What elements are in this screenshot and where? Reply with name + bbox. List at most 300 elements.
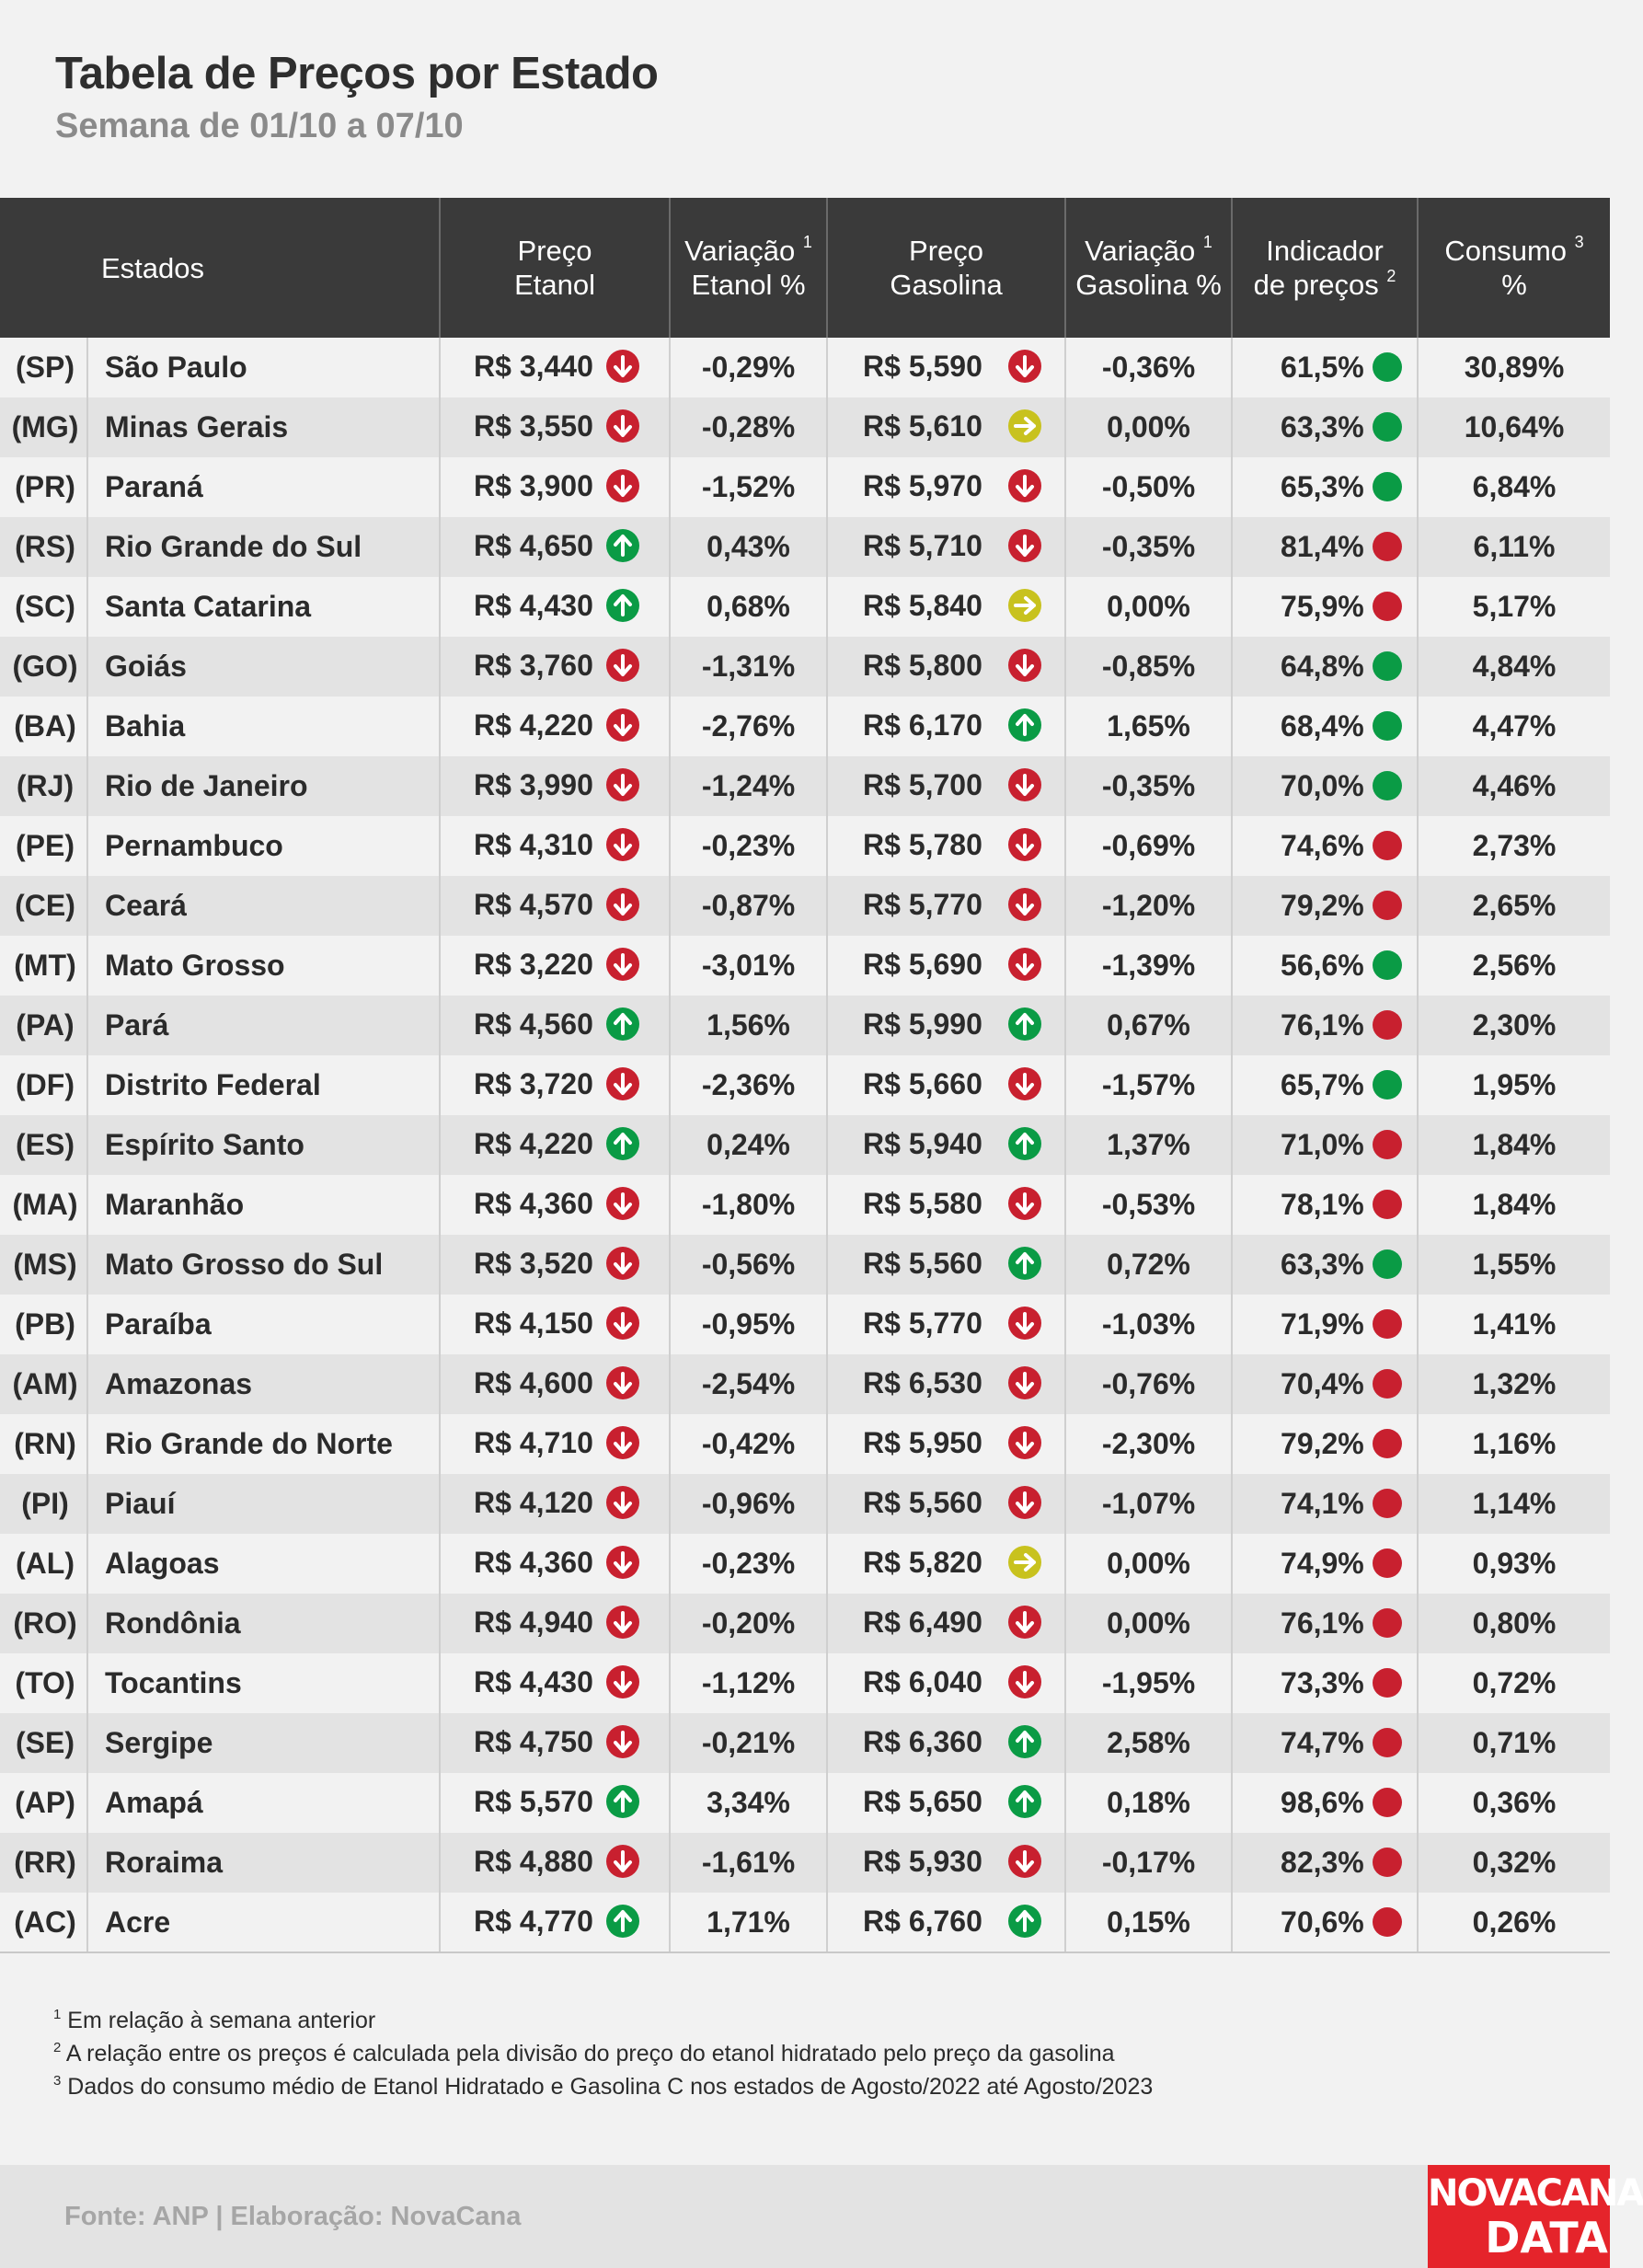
price-indicator-cell: [1232, 457, 1418, 517]
etanol-variation: -2,54%: [670, 1354, 827, 1414]
etanol-variation: 3,34%: [670, 1773, 827, 1833]
consumption: 0,93%: [1472, 1547, 1557, 1580]
table-row: [0, 1594, 1610, 1653]
state-code: (SC): [0, 577, 87, 637]
price-indicator-cell: [1232, 816, 1418, 876]
price-indicator-cell: [1232, 1833, 1418, 1893]
gasolina-price: R$ 6,360: [863, 1725, 982, 1759]
price-indicator: 73,3%: [1281, 1666, 1364, 1699]
red-dot-icon: [1373, 532, 1402, 561]
state-name: Alagoas: [87, 1534, 440, 1594]
arrow-up-circle-icon: [1008, 1725, 1041, 1758]
arrow-down-circle-icon: [1008, 888, 1041, 921]
header-estados: Estados: [0, 198, 440, 338]
etanol-price: R$ 4,650: [474, 529, 593, 563]
etanol-variation: -2,36%: [670, 1055, 827, 1115]
gasolina-price-cell: [827, 338, 1065, 397]
green-dot-icon: [1373, 472, 1402, 501]
table-row: [0, 1713, 1610, 1773]
price-indicator-cell: [1232, 1534, 1418, 1594]
etanol-price: R$ 3,990: [474, 768, 593, 802]
gasolina-variation: -2,30%: [1065, 1414, 1232, 1474]
table-row: [0, 1893, 1610, 1952]
gasolina-price: R$ 6,170: [863, 708, 982, 743]
etanol-price: R$ 4,120: [474, 1486, 593, 1520]
red-dot-icon: [1373, 1190, 1402, 1219]
gasolina-variation: -0,85%: [1065, 637, 1232, 697]
etanol-variation: -1,61%: [670, 1833, 827, 1893]
state-code: (MG): [0, 397, 87, 457]
price-indicator: 98,6%: [1281, 1786, 1364, 1819]
footnote-3: $^3$ Dados do consumo médio de Etanol Hidratado e Gasolina C nos estados de Agosto/2022 até Agosto/2023: [53, 2073, 1154, 2100]
arrow-down-circle-icon: [606, 1187, 639, 1220]
consumption: 2,65%: [1472, 889, 1557, 922]
gasolina-price: R$ 5,820: [863, 1546, 982, 1580]
price-indicator: 71,9%: [1281, 1307, 1364, 1341]
state-code: (MS): [0, 1235, 87, 1295]
arrow-down-circle-icon: [1008, 1665, 1041, 1698]
red-dot-icon: [1373, 891, 1402, 920]
gasolina-price: R$ 5,970: [863, 469, 982, 503]
gasolina-variation: -1,03%: [1065, 1295, 1232, 1354]
consumption: 0,26%: [1472, 1905, 1557, 1939]
etanol-variation: -0,23%: [670, 816, 827, 876]
price-indicator: 74,7%: [1281, 1726, 1364, 1759]
etanol-price: R$ 4,750: [474, 1725, 593, 1759]
gasolina-variation: -0,50%: [1065, 457, 1232, 517]
price-indicator-cell: [1232, 577, 1418, 637]
price-indicator: 74,9%: [1281, 1547, 1364, 1580]
state-name: Espírito Santo: [87, 1115, 440, 1175]
etanol-price-cell: [440, 1474, 670, 1534]
header-preco-gasolina: Preço Gasolina: [827, 198, 1065, 338]
gasolina-price-cell: [827, 1354, 1065, 1414]
price-indicator: 74,1%: [1281, 1487, 1364, 1520]
table-row: [0, 637, 1610, 697]
price-indicator: 76,1%: [1281, 1606, 1364, 1640]
price-indicator-cell: [1232, 1653, 1418, 1713]
gasolina-variation: -0,35%: [1065, 517, 1232, 577]
arrow-down-circle-icon: [1008, 649, 1041, 682]
etanol-price: R$ 3,520: [474, 1247, 593, 1281]
price-indicator-cell: [1232, 756, 1418, 816]
arrow-down-circle-icon: [1008, 828, 1041, 861]
consumption: 2,30%: [1472, 1008, 1557, 1042]
table-row: [0, 1175, 1610, 1235]
etanol-price-cell: [440, 1175, 670, 1235]
header-consumo: Consumo $^3$ %: [1444, 233, 1584, 301]
state-name: Rondônia: [87, 1594, 440, 1653]
state-code: (PE): [0, 816, 87, 876]
etanol-price: R$ 5,570: [474, 1785, 593, 1819]
table-row: [0, 756, 1610, 816]
price-indicator: 63,3%: [1281, 1248, 1364, 1281]
gasolina-variation: 0,00%: [1065, 1534, 1232, 1594]
etanol-variation: 1,56%: [670, 996, 827, 1055]
etanol-variation: -2,76%: [670, 697, 827, 756]
gasolina-price: R$ 6,530: [863, 1366, 982, 1400]
table-row: [0, 697, 1610, 756]
state-name: Rio de Janeiro: [87, 756, 440, 816]
consumption: 0,32%: [1472, 1846, 1557, 1879]
arrow-up-circle-icon: [1008, 1007, 1041, 1041]
arrow-up-circle-icon: [1008, 1247, 1041, 1280]
consumption: 10,64%: [1464, 410, 1565, 443]
gasolina-variation: -0,53%: [1065, 1175, 1232, 1235]
arrow-down-circle-icon: [1008, 469, 1041, 502]
gasolina-variation: -0,76%: [1065, 1354, 1232, 1414]
arrow-up-circle-icon: [606, 1007, 639, 1041]
red-dot-icon: [1373, 1309, 1402, 1339]
price-indicator: 78,1%: [1281, 1188, 1364, 1221]
table-row: [0, 577, 1610, 637]
price-indicator-cell: [1232, 1354, 1418, 1414]
gasolina-price-cell: [827, 1833, 1065, 1893]
state-code: (AL): [0, 1534, 87, 1594]
gasolina-price: R$ 5,650: [863, 1785, 982, 1819]
etanol-variation: -0,56%: [670, 1235, 827, 1295]
gasolina-variation: -1,95%: [1065, 1653, 1232, 1713]
price-indicator: 65,3%: [1281, 470, 1364, 503]
arrow-down-circle-icon: [1008, 1486, 1041, 1519]
etanol-price: R$ 4,360: [474, 1187, 593, 1221]
arrow-down-circle-icon: [1008, 768, 1041, 801]
arrow-down-circle-icon: [606, 1546, 639, 1579]
gasolina-variation: 0,15%: [1065, 1893, 1232, 1952]
state-code: (PR): [0, 457, 87, 517]
arrow-down-circle-icon: [606, 1067, 639, 1100]
etanol-variation: 0,68%: [670, 577, 827, 637]
arrow-down-circle-icon: [606, 948, 639, 981]
table-row: [0, 816, 1610, 876]
arrow-down-circle-icon: [606, 1307, 639, 1340]
gasolina-price-cell: [827, 577, 1065, 637]
price-indicator: 82,3%: [1281, 1846, 1364, 1879]
header-indicador: Indicador de preços $^2$: [1232, 198, 1418, 338]
arrow-down-circle-icon: [606, 1366, 639, 1399]
gasolina-price-cell: [827, 876, 1065, 936]
arrow-up-circle-icon: [606, 529, 639, 562]
gasolina-price: R$ 5,930: [863, 1845, 982, 1879]
red-dot-icon: [1373, 592, 1402, 621]
etanol-price-cell: [440, 457, 670, 517]
price-indicator-cell: [1232, 1055, 1418, 1115]
price-indicator: 76,1%: [1281, 1008, 1364, 1042]
table-row: [0, 876, 1610, 936]
arrow-down-circle-icon: [606, 1247, 639, 1280]
etanol-price-cell: [440, 996, 670, 1055]
state-code: (RN): [0, 1414, 87, 1474]
gasolina-price-cell: [827, 1235, 1065, 1295]
gasolina-price: R$ 5,950: [863, 1426, 982, 1460]
gasolina-price-cell: [827, 1773, 1065, 1833]
price-indicator-cell: [1232, 1474, 1418, 1534]
gasolina-price: R$ 5,700: [863, 768, 982, 802]
red-dot-icon: [1373, 1728, 1402, 1757]
etanol-variation: -3,01%: [670, 936, 827, 996]
etanol-price-cell: [440, 1055, 670, 1115]
red-dot-icon: [1373, 1788, 1402, 1817]
consumption: 0,72%: [1472, 1666, 1557, 1699]
gasolina-price: R$ 5,560: [863, 1247, 982, 1281]
state-name: Paraná: [87, 457, 440, 517]
footnotes: [53, 2004, 1153, 2103]
etanol-variation: -0,20%: [670, 1594, 827, 1653]
price-indicator: 74,6%: [1281, 829, 1364, 862]
table-row: [0, 1653, 1610, 1713]
gasolina-variation: -0,35%: [1065, 756, 1232, 816]
etanol-variation: 0,24%: [670, 1115, 827, 1175]
consumption: 30,89%: [1464, 351, 1565, 384]
gasolina-variation: -1,39%: [1065, 936, 1232, 996]
page-title: Tabela de Preços por Estado: [55, 49, 659, 98]
etanol-price: R$ 4,560: [474, 1007, 593, 1042]
state-code: (PA): [0, 996, 87, 1055]
state-name: Piauí: [87, 1474, 440, 1534]
gasolina-price-cell: [827, 1594, 1065, 1653]
consumption: 1,16%: [1472, 1427, 1557, 1460]
etanol-price: R$ 4,220: [474, 708, 593, 743]
etanol-price: R$ 3,220: [474, 948, 593, 982]
etanol-variation: -1,24%: [670, 756, 827, 816]
table-row: [0, 517, 1610, 577]
consumption: 1,55%: [1472, 1248, 1557, 1281]
arrow-down-circle-icon: [606, 469, 639, 502]
table-row: [0, 936, 1610, 996]
arrow-down-circle-icon: [1008, 1307, 1041, 1340]
price-indicator: 56,6%: [1281, 949, 1364, 982]
gasolina-variation: 2,58%: [1065, 1713, 1232, 1773]
etanol-price-cell: [440, 936, 670, 996]
etanol-price: R$ 4,430: [474, 589, 593, 623]
state-code: (BA): [0, 697, 87, 756]
state-name: Goiás: [87, 637, 440, 697]
red-dot-icon: [1373, 1130, 1402, 1159]
etanol-price: R$ 3,440: [474, 350, 593, 384]
gasolina-price-cell: [827, 1175, 1065, 1235]
gasolina-price-cell: [827, 1713, 1065, 1773]
price-indicator: 75,9%: [1281, 590, 1364, 623]
arrow-down-circle-icon: [1008, 1426, 1041, 1459]
state-name: Mato Grosso do Sul: [87, 1235, 440, 1295]
etanol-price: R$ 4,570: [474, 888, 593, 922]
table-row: [0, 1773, 1610, 1833]
arrow-right-circle-icon: [1008, 1546, 1041, 1579]
state-name: Rio Grande do Sul: [87, 517, 440, 577]
etanol-price: R$ 4,880: [474, 1845, 593, 1879]
state-code: (CE): [0, 876, 87, 936]
etanol-variation: -0,28%: [670, 397, 827, 457]
state-code: (TO): [0, 1653, 87, 1713]
arrow-down-circle-icon: [606, 350, 639, 383]
table-header-row: [0, 198, 1610, 338]
gasolina-price: R$ 6,760: [863, 1905, 982, 1939]
etanol-price-cell: [440, 1594, 670, 1653]
consumption: 1,95%: [1472, 1068, 1557, 1101]
green-dot-icon: [1373, 412, 1402, 442]
arrow-down-circle-icon: [606, 708, 639, 742]
header-preco-etanol: Preço Etanol: [440, 198, 670, 338]
gasolina-price-cell: [827, 1474, 1065, 1534]
etanol-price-cell: [440, 1115, 670, 1175]
state-code: (RR): [0, 1833, 87, 1893]
consumption: 1,41%: [1472, 1307, 1557, 1341]
table-row: [0, 1833, 1610, 1893]
etanol-price-cell: [440, 876, 670, 936]
state-code: (RS): [0, 517, 87, 577]
price-indicator: 70,0%: [1281, 769, 1364, 802]
etanol-price-cell: [440, 1534, 670, 1594]
arrow-down-circle-icon: [1008, 1187, 1041, 1220]
price-indicator-cell: [1232, 1893, 1418, 1952]
arrow-up-circle-icon: [1008, 1127, 1041, 1160]
consumption: 5,17%: [1472, 590, 1557, 623]
etanol-price: R$ 4,310: [474, 828, 593, 862]
price-indicator-cell: [1232, 338, 1418, 397]
arrow-up-circle-icon: [606, 1127, 639, 1160]
gasolina-price: R$ 5,610: [863, 409, 982, 443]
arrow-down-circle-icon: [606, 1486, 639, 1519]
etanol-price: R$ 3,760: [474, 649, 593, 683]
consumption: 4,47%: [1472, 709, 1557, 743]
green-dot-icon: [1373, 771, 1402, 800]
state-code: (PB): [0, 1295, 87, 1354]
etanol-price-cell: [440, 517, 670, 577]
etanol-price-cell: [440, 1653, 670, 1713]
price-indicator: 61,5%: [1281, 351, 1364, 384]
arrow-down-circle-icon: [1008, 948, 1041, 981]
gasolina-variation: -1,57%: [1065, 1055, 1232, 1115]
state-name: Acre: [87, 1893, 440, 1952]
novacana-data-logo: NOVACANA DATA: [1428, 2165, 1610, 2268]
page-subtitle: Semana de 01/10 a 07/10: [55, 107, 464, 145]
state-code: (MT): [0, 936, 87, 996]
price-indicator: 64,8%: [1281, 650, 1364, 683]
arrow-up-circle-icon: [606, 1785, 639, 1818]
state-code: (DF): [0, 1055, 87, 1115]
gasolina-price-cell: [827, 1295, 1065, 1354]
table-body: [0, 338, 1610, 1952]
red-dot-icon: [1373, 1489, 1402, 1518]
state-code: (ES): [0, 1115, 87, 1175]
state-name: Distrito Federal: [87, 1055, 440, 1115]
red-dot-icon: [1373, 1010, 1402, 1040]
gasolina-variation: 0,67%: [1065, 996, 1232, 1055]
green-dot-icon: [1373, 651, 1402, 681]
price-indicator-cell: [1232, 1594, 1418, 1653]
consumption: 4,46%: [1472, 769, 1557, 802]
gasolina-variation: 1,65%: [1065, 697, 1232, 756]
state-name: Rio Grande do Norte: [87, 1414, 440, 1474]
price-indicator-cell: [1232, 637, 1418, 697]
consumption: 1,84%: [1472, 1128, 1557, 1161]
consumption: 1,32%: [1472, 1367, 1557, 1400]
consumption: 2,73%: [1472, 829, 1557, 862]
arrow-down-circle-icon: [1008, 1845, 1041, 1878]
consumption: 4,84%: [1472, 650, 1557, 683]
gasolina-variation: 0,00%: [1065, 577, 1232, 637]
state-code: (AP): [0, 1773, 87, 1833]
etanol-price-cell: [440, 397, 670, 457]
arrow-down-circle-icon: [1008, 350, 1041, 383]
green-dot-icon: [1373, 1070, 1402, 1099]
green-dot-icon: [1373, 1249, 1402, 1279]
red-dot-icon: [1373, 1369, 1402, 1399]
consumption: 6,11%: [1473, 530, 1556, 563]
gasolina-variation: 0,00%: [1065, 1594, 1232, 1653]
state-name: Mato Grosso: [87, 936, 440, 996]
price-indicator: 70,4%: [1281, 1367, 1364, 1400]
price-indicator-cell: [1232, 1235, 1418, 1295]
red-dot-icon: [1373, 1907, 1402, 1937]
etanol-price: R$ 4,220: [474, 1127, 593, 1161]
etanol-variation: -0,87%: [670, 876, 827, 936]
etanol-price-cell: [440, 1354, 670, 1414]
gasolina-variation: 0,00%: [1065, 397, 1232, 457]
red-dot-icon: [1373, 1848, 1402, 1877]
gasolina-price: R$ 6,490: [863, 1606, 982, 1640]
etanol-price-cell: [440, 1773, 670, 1833]
gasolina-price-cell: [827, 996, 1065, 1055]
etanol-variation: -0,95%: [670, 1295, 827, 1354]
gasolina-price-cell: [827, 1893, 1065, 1952]
table-row: [0, 1055, 1610, 1115]
gasolina-price: R$ 5,840: [863, 589, 982, 623]
table-row: [0, 457, 1610, 517]
state-name: Maranhão: [87, 1175, 440, 1235]
state-name: Tocantins: [87, 1653, 440, 1713]
gasolina-price: R$ 5,590: [863, 350, 982, 384]
consumption: 0,36%: [1472, 1786, 1557, 1819]
gasolina-variation: 1,37%: [1065, 1115, 1232, 1175]
price-indicator-cell: [1232, 936, 1418, 996]
etanol-variation: -0,96%: [670, 1474, 827, 1534]
etanol-price: R$ 4,150: [474, 1307, 593, 1341]
etanol-price-cell: [440, 1833, 670, 1893]
gasolina-price: R$ 5,690: [863, 948, 982, 982]
arrow-down-circle-icon: [606, 1845, 639, 1878]
price-indicator-cell: [1232, 1773, 1418, 1833]
arrow-down-circle-icon: [606, 409, 639, 443]
table-row: [0, 1354, 1610, 1414]
price-indicator-cell: [1232, 1414, 1418, 1474]
price-indicator-cell: [1232, 1175, 1418, 1235]
price-indicator: 68,4%: [1281, 709, 1364, 743]
state-code: (PI): [0, 1474, 87, 1534]
etanol-price-cell: [440, 697, 670, 756]
arrow-down-circle-icon: [606, 1606, 639, 1639]
gasolina-price: R$ 5,800: [863, 649, 982, 683]
etanol-price-cell: [440, 577, 670, 637]
gasolina-price-cell: [827, 936, 1065, 996]
gasolina-price-cell: [827, 1055, 1065, 1115]
etanol-variation: -1,12%: [670, 1653, 827, 1713]
gasolina-price-cell: [827, 517, 1065, 577]
etanol-price-cell: [440, 1414, 670, 1474]
state-code: (RJ): [0, 756, 87, 816]
price-indicator: 65,7%: [1281, 1068, 1364, 1101]
table-row: [0, 1295, 1610, 1354]
state-code: (AC): [0, 1893, 87, 1952]
state-code: (SP): [0, 338, 87, 397]
gasolina-price: R$ 5,770: [863, 1307, 982, 1341]
gasolina-price: R$ 5,770: [863, 888, 982, 922]
etanol-price: R$ 4,600: [474, 1366, 593, 1400]
etanol-price-cell: [440, 1893, 670, 1952]
footnote-1: $^1$ Em relação à semana anterior: [53, 2007, 376, 2033]
table-row: [0, 1115, 1610, 1175]
arrow-down-circle-icon: [606, 1665, 639, 1698]
